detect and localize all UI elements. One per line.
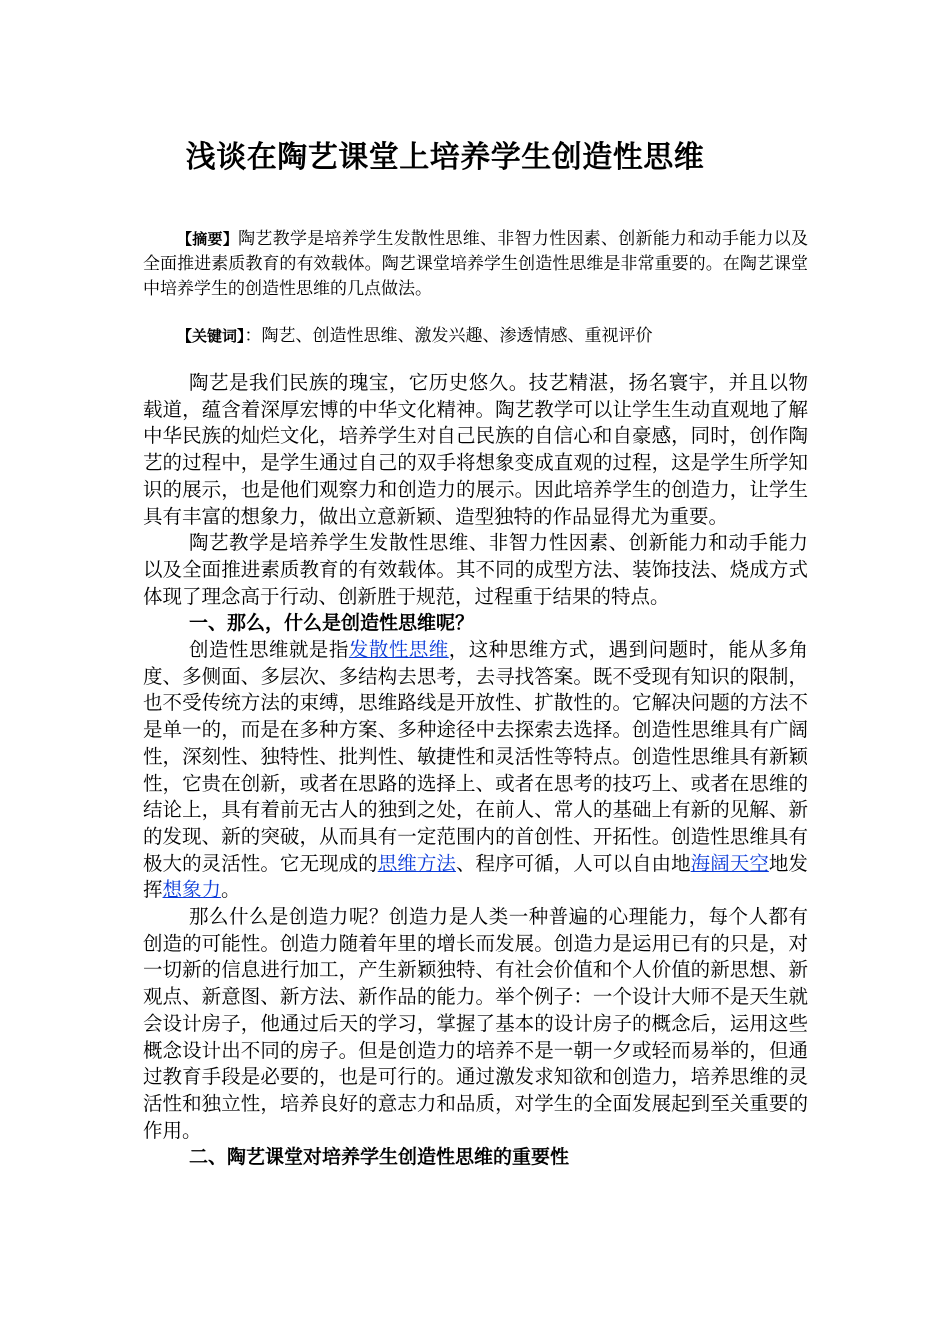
abstract-label: 【摘要】 <box>177 230 239 248</box>
paragraph-3-text-3: 、程序可循，人可以自由地 <box>455 851 691 875</box>
link-divergent-thinking[interactable]: 发散性思维 <box>348 638 449 662</box>
body-paragraph-2: 陶艺教学是培养学生发散性思维、非智力性因素、创新能力和动手能力以及全面推进素质教育的有效载体。其不同的成型方法、装饰技法、烧成方式体现了理念高于行动、创新胜于规范，过程重于结果的特点。 <box>143 531 808 608</box>
abstract-text: 陶艺教学是培养学生发散性思维、非智力性因素、创新能力和动手能力以及全面推进素质教育的有效载体。陶艺课堂培养学生创造性思维是非常重要的。在陶艺课堂中培养学生的创造性思维的几点做法。 <box>143 229 808 299</box>
body-paragraph-1: 陶艺是我们民族的瑰宝，它历史悠久。技艺精湛，扬名寰宇，并且以物载道，蕴含着深厚宏博的中华文化精神。陶艺教学可以让学生生动直观地了解中华民族的灿烂文化，培养学生对自己民族的自信心和自豪感，同时，创作陶艺的过程中，是学生通过自己的双手将想象变成直观的过程，这是学生所学知识的展示，也是他们观察力和创造力的展示。因此培养学生的创造力，让学生具有丰富的想象力，做出立意新颖、造型独特的作品显得尤为重要。 <box>143 371 808 528</box>
link-thinking-method[interactable]: 思维方法 <box>377 851 456 875</box>
abstract-paragraph <box>143 227 808 302</box>
body-paragraph-3 <box>143 637 808 904</box>
section-heading-2: 二、陶艺课堂对培养学生创造性思维的重要性 <box>189 1146 570 1169</box>
document-title: 浅谈在陶艺课堂上培养学生创造性思维 <box>185 140 705 175</box>
document-body <box>143 370 808 1171</box>
paragraph-3-text-4: 地发挥 <box>143 851 808 902</box>
keywords-text: ：陶艺、创造性思维、激发兴趣、渗透情感、重视评价 <box>244 326 653 346</box>
section-heading-1: 一、那么，什么是创造性思维呢？ <box>189 612 475 635</box>
paragraph-3-text-2: ，这种思维方式，遇到问题时，能从多角度、多侧面、多层次、多结构去思考，去寻找答案。既不受现有知识的限制，也不受传统方法的束缚，思维路线是开放性、扩散性的。它解决问题的方法不是单一的，而是在多种方案、多种途径中去探索去选择。创造性思维具有广阔性，深刻性、独特性、批判性、敏捷性和灵活性等特点。创造性思维具有新颖性，它贵在创新，或者在思路的选择上、或者在思考的技巧上、或者在思维的结论上，具有着前无古人的独到之处，在前人、常人的基础上有新的见解、新的发现、新的突破，从而具有一定范围内的首创性、开拓性。创造性思维具有极大的灵活性。它无现成的 <box>143 638 808 875</box>
keywords-paragraph <box>177 323 817 349</box>
link-boundless-sky[interactable]: 海阔天空 <box>690 851 769 875</box>
keywords-label: 【关键词】 <box>177 327 245 345</box>
paragraph-3-text-1: 创造性思维就是指 <box>189 638 349 662</box>
body-paragraph-4: 那么什么是创造力呢？创造力是人类一种普遍的心理能力，每个人都有创造的可能性。创造力随着年里的增长而发展。创造力是运用已有的只是，对一切新的信息进行加工，产生新颖独特、有社会价值和个人价值的新思想、新观点、新意图、新方法、新作品的能力。举个例子：一个设计大师不是天生就会设计房子，他通过后天的学习，掌握了基本的设计房子的概念后，运用这些概念设计出不同的房子。但是创造力的培养不是一朝一夕或轻而易举的，但通过教育手段是必要的，也是可行的。通过激发求知欲和创造力，培养思维的灵活性和独立性，培养良好的意志力和品质，对学生的全面发展起到至关重要的作用。 <box>143 905 808 1142</box>
paragraph-3-text-5: 。 <box>221 878 241 902</box>
link-imagination[interactable]: 想象力 <box>162 878 222 902</box>
